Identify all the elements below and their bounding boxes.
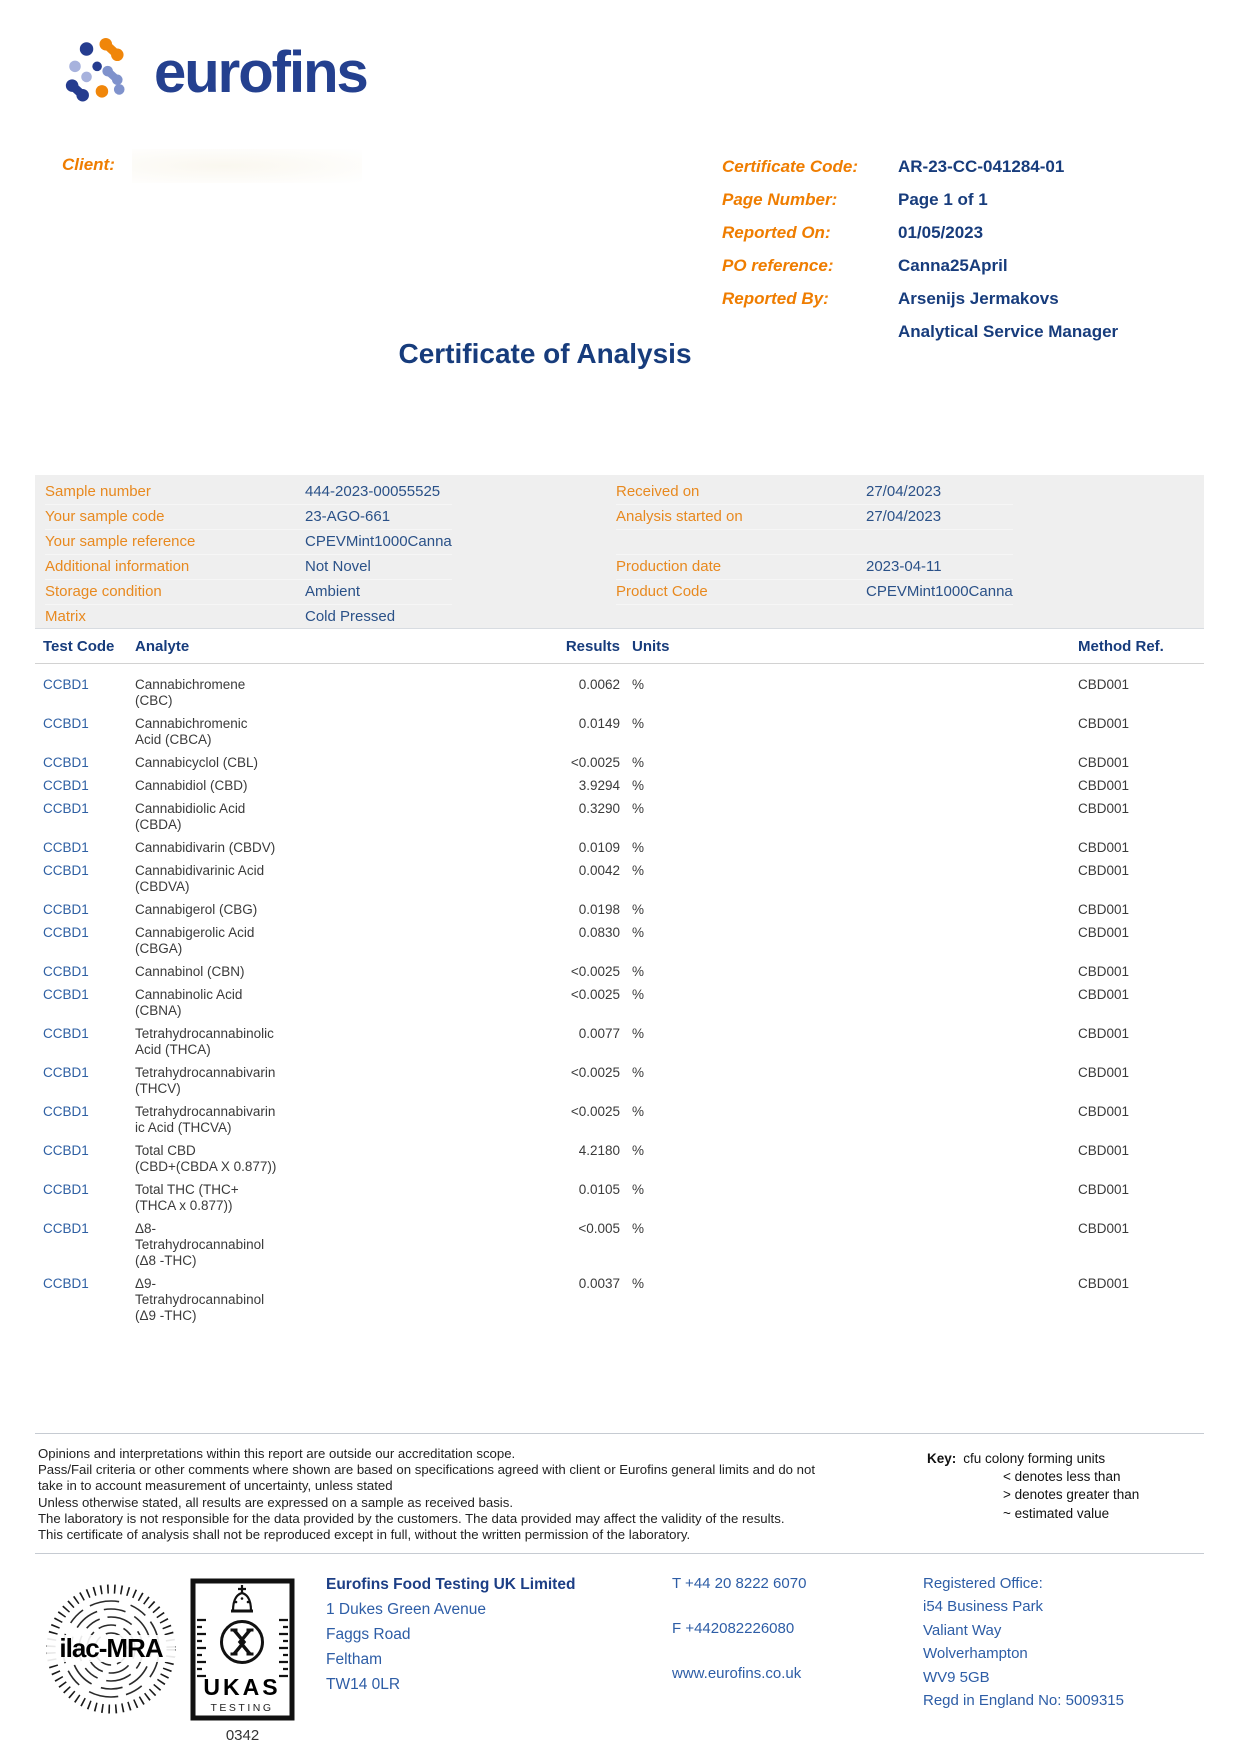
sample-info-row [616,530,1013,555]
analyte-cell [135,1221,320,1269]
sample-info-value: 23-AGO-661 [305,508,391,525]
footer-registered-line: Registered Office: [923,1575,1043,1592]
meta-row [722,190,1118,210]
meta-label: Certificate Code: [722,157,859,176]
result-cell: 0.0105 [578,1182,620,1197]
table-row [35,778,1204,794]
disclaimer-line: Pass/Fail criteria or other comments where shown are based on specifications agreed with client or Eurofins general limits and do not [38,1462,815,1478]
client-row [62,155,115,175]
analyte-line: Total CBD [135,1143,196,1158]
analyte-line: (CBC) [135,693,173,708]
footer-address-line: Faggs Road [326,1626,411,1643]
analyte-cell [135,716,320,748]
test-code-cell: CCBD1 [43,1026,89,1041]
analyte-cell [135,987,320,1019]
sample-info-label: Production date [616,558,722,575]
analyte-line: (CBNA) [135,1003,182,1018]
footer-address-line: Feltham [326,1651,382,1668]
method-cell: CBD001 [1078,1026,1130,1041]
footer-fax: F +442082226080 [672,1620,795,1637]
result-cell: 0.0062 [578,677,620,692]
result-cell: 0.0042 [578,863,620,878]
method-cell: CBD001 [1078,964,1130,979]
units-cell: % [632,755,645,770]
eurofins-logo-icon [50,34,150,116]
disclaimer-text [38,1446,838,1543]
footer-registered-line: Wolverhampton [923,1645,1028,1663]
analyte-cell [135,925,320,957]
result-cell: 3.9294 [578,778,620,793]
units-cell: % [632,801,645,816]
test-code-cell: CCBD1 [43,1065,89,1080]
sample-info-row [616,605,1013,629]
analyte-cell [135,1143,320,1175]
test-code-cell: CCBD1 [43,925,89,940]
analyte-cell [135,755,320,771]
key-item: > denotes greater than [1003,1487,1140,1503]
key-first-line: cfu colony forming units [963,1451,1106,1466]
analyte-line: Cannabidivarin (CBDV) [135,840,276,855]
sample-info-value: 27/04/2023 [866,483,942,500]
sample-info-value: 27/04/2023 [866,508,942,525]
disclaimer-line: take in to account measurement of uncertainty, unless stated [38,1478,393,1494]
meta-row [722,223,1118,243]
test-code-cell: CCBD1 [43,716,89,731]
units-cell: % [632,964,645,979]
meta-label: PO reference: [722,256,834,275]
footer-registered-line: Valiant Way [923,1621,1002,1639]
table-row [35,677,1204,709]
table-row [35,1065,1204,1097]
test-code-cell: CCBD1 [43,964,89,979]
units-cell: % [632,1182,645,1197]
units-cell: % [632,925,645,940]
test-code-cell: CCBD1 [43,987,89,1002]
analyte-cell [135,902,320,918]
test-code-cell: CCBD1 [43,1143,89,1158]
footer-registered-block [923,1572,1124,1712]
meta-label: Reported On: [722,223,831,242]
method-cell: CBD001 [1078,801,1130,816]
method-cell: CBD001 [1078,902,1130,917]
meta-value: Canna25April [898,256,1008,275]
footer-company-name: Eurofins Food Testing UK Limited [326,1576,576,1593]
method-cell: CBD001 [1078,987,1130,1002]
sample-info-panel [35,475,1204,629]
test-code-cell: CCBD1 [43,801,89,816]
analyte-line: Cannabichromenic [135,716,248,731]
analyte-line: (THCV) [135,1081,181,1096]
units-cell: % [632,987,645,1002]
analyte-line: Tetrahydrocannabivarin [135,1065,276,1080]
footer-registered-line: i54 Business Park [923,1598,1044,1616]
analyte-cell [135,1065,320,1097]
client-name-redacted [132,149,362,183]
table-row [35,840,1204,856]
table-row [35,1182,1204,1214]
test-code-cell: CCBD1 [43,1221,89,1236]
method-cell: CBD001 [1078,1221,1130,1236]
sample-info-right [616,480,1013,629]
method-cell: CBD001 [1078,1143,1130,1158]
sample-info-row [616,505,1013,530]
method-cell: CBD001 [1078,863,1130,878]
analyte-line: Cannabinol (CBN) [135,964,245,979]
eurofins-logo [50,34,367,116]
units-cell: % [632,1221,645,1236]
sample-info-row [45,530,452,555]
sample-info-label: Matrix [45,608,86,625]
analyte-line: Δ9- [135,1276,157,1291]
test-code-cell: CCBD1 [43,863,89,878]
table-row [35,1221,1204,1269]
footer-registered-line: Regd in England No: 5009315 [923,1692,1124,1710]
table-row [35,863,1204,895]
result-cell: 0.0198 [578,902,620,917]
ukas-testing-text: TESTING [210,1702,274,1714]
units-cell: % [632,677,645,692]
method-cell: CBD001 [1078,1182,1130,1197]
analyte-line: Total THC (THC+ [135,1182,239,1197]
meta-label: Reported By: [722,289,829,308]
analyte-line: (Δ8 -THC) [135,1253,197,1268]
footer-contact-block [672,1576,806,1711]
header-analyte: Analyte [135,638,190,655]
method-cell: CBD001 [1078,1065,1130,1080]
sample-info-value: Cold Pressed [305,608,396,625]
units-cell: % [632,863,645,878]
meta-label: Page Number: [722,190,838,209]
eurofins-wordmark: eurofins [154,40,367,105]
table-row [35,1026,1204,1058]
meta-row [722,256,1118,276]
method-cell: CBD001 [1078,716,1130,731]
divider-above-disclaimer [35,1433,1204,1434]
analyte-cell [135,1104,320,1136]
analyte-line: Cannabigerol (CBG) [135,902,258,917]
analyte-line: (CBGA) [135,941,183,956]
meta-value: Analytical Service Manager [898,322,1119,341]
table-row [35,716,1204,748]
header-units: Units [632,638,670,655]
analyte-line: Tetrahydrocannabivarin [135,1104,276,1119]
table-row [35,801,1204,833]
result-cell: 0.0830 [578,925,620,940]
analyte-line: (CBD+(CBDA X 0.877)) [135,1159,277,1174]
footer-phone: T +44 20 8222 6070 [672,1575,807,1592]
header-results: Results [565,638,620,655]
sample-info-left [45,480,452,629]
sample-info-label: Your sample reference [45,533,196,550]
sample-info-row [45,605,452,629]
test-code-cell: CCBD1 [43,677,89,692]
units-cell: % [632,778,645,793]
units-cell: % [632,716,645,731]
ukas-number: 0342 [225,1727,260,1744]
meta-value: Page 1 of 1 [898,190,988,209]
test-code-cell: CCBD1 [43,1276,89,1291]
sample-info-value: 2023-04-11 [866,558,942,575]
analyte-line: Cannabidiolic Acid [135,801,246,816]
meta-value: AR-23-CC-041284-01 [898,157,1065,176]
ilac-mra-logo [44,1578,178,1725]
sample-info-row [45,480,452,505]
ilac-mra-text: ilac-MRA [59,1633,163,1663]
analyte-cell [135,964,320,980]
key-item: ~ estimated value [1003,1505,1110,1521]
footer-address-lines [326,1597,575,1697]
ukas-text: UKAS [203,1674,281,1700]
analyte-line: (THCA x 0.877)) [135,1198,233,1213]
analyte-line: (CBDVA) [135,879,190,894]
result-cell: <0.005 [578,1221,620,1236]
analyte-cell [135,677,320,709]
table-row [35,1143,1204,1175]
sample-info-label: Additional information [45,558,190,575]
test-code-cell: CCBD1 [43,902,89,917]
test-code-cell: CCBD1 [43,755,89,770]
result-cell: 0.3290 [578,801,620,816]
analyte-cell [135,1026,320,1058]
analyte-line: Cannabinolic Acid [135,987,243,1002]
ukas-logo [190,1578,295,1726]
method-cell: CBD001 [1078,778,1130,793]
sample-info-row [616,580,1013,605]
sample-info-value: 444-2023-00055525 [305,483,441,500]
sample-info-row [45,555,452,580]
meta-row [722,157,1118,177]
units-cell: % [632,1143,645,1158]
result-cell: 0.0109 [578,840,620,855]
units-cell: % [632,1065,645,1080]
analyte-line: Cannabicyclol (CBL) [135,755,259,770]
analyte-line: Cannabidiol (CBD) [135,778,248,793]
method-cell: CBD001 [1078,1276,1130,1291]
divider-below-disclaimer [35,1553,1204,1554]
sample-info-label: Analysis started on [616,508,743,525]
ukas-icon [190,1578,295,1721]
sample-info-label: Storage condition [45,583,162,600]
footer-address-line: TW14 0LR [326,1676,401,1693]
sample-info-value: CPEVMint1000Canna [305,533,452,550]
method-cell: CBD001 [1078,677,1130,692]
table-row [35,1104,1204,1136]
disclaimer-line: Opinions and interpretations within this report are outside our accreditation scope. [38,1446,516,1461]
footer-company-block [326,1572,575,1697]
sample-info-row [45,505,452,530]
meta-value: 01/05/2023 [898,223,984,242]
units-cell: % [632,1026,645,1041]
result-cell: <0.0025 [570,964,620,979]
test-code-cell: CCBD1 [43,1182,89,1197]
result-cell: 0.0149 [578,716,620,731]
sample-info-label: Received on [616,483,700,500]
footer-registered-line: WV9 5GB [923,1668,990,1686]
sample-info-row [616,555,1013,580]
result-cell: <0.0025 [570,1104,620,1119]
footer-address-line: 1 Dukes Green Avenue [326,1601,486,1618]
analyte-cell [135,778,320,794]
results-table-header [35,638,1204,656]
result-cell: 0.0077 [578,1026,620,1041]
analyte-line: ic Acid (THCVA) [135,1120,232,1135]
result-cell: <0.0025 [570,987,620,1002]
analyte-line: Acid (THCA) [135,1042,211,1057]
page-title: Certificate of Analysis [398,338,692,369]
results-rows [35,677,1204,1331]
table-header-divider [35,663,1204,664]
key-item: < denotes less than [1003,1469,1121,1484]
test-code-cell: CCBD1 [43,778,89,793]
table-row [35,987,1204,1019]
footer-website: www.eurofins.co.uk [672,1665,802,1682]
client-label: Client: [62,155,115,174]
test-code-cell: CCBD1 [43,1104,89,1119]
method-cell: CBD001 [1078,840,1130,855]
result-cell: <0.0025 [570,1065,620,1080]
analyte-line: Tetrahydrocannabinol [135,1292,265,1307]
sample-info-label: Product Code [616,583,708,600]
key-items [1003,1468,1139,1523]
units-cell: % [632,902,645,917]
units-cell: % [632,1276,645,1291]
analyte-line: Acid (CBCA) [135,732,212,747]
disclaimer-line: This certificate of analysis shall not be reproduced except in full, without the written permission of the laboratory. [38,1527,691,1543]
header-method-ref: Method Ref. [1078,638,1164,655]
analyte-line: Cannabichromene [135,677,246,692]
result-cell: <0.0025 [570,755,620,770]
sample-info-label [616,605,866,629]
sample-info-value: CPEVMint1000Canna [866,583,1013,600]
key-label: Key: [927,1451,957,1466]
method-cell: CBD001 [1078,755,1130,770]
analyte-line: (Δ9 -THC) [135,1308,197,1323]
header-test-code: Test Code [43,638,115,655]
method-cell: CBD001 [1078,925,1130,940]
key-block [927,1450,1139,1523]
table-row [35,1276,1204,1324]
meta-value: Arsenijs Jermakovs [898,289,1059,308]
analyte-cell [135,840,320,856]
analyte-line: Δ8- [135,1221,157,1236]
analyte-cell [135,1276,320,1324]
meta-row [722,289,1118,309]
sample-info-label: Sample number [45,483,151,500]
units-cell: % [632,1104,645,1119]
sample-info-label: Your sample code [45,508,165,525]
sample-info-row [616,480,1013,505]
analyte-line: Cannabidivarinic Acid [135,863,265,878]
analyte-line: Cannabigerolic Acid [135,925,255,940]
disclaimer-line: The laboratory is not responsible for the data provided by the customers. The data provided may affect the validity of the results. [38,1510,785,1526]
method-cell: CBD001 [1078,1104,1130,1119]
test-code-cell: CCBD1 [43,840,89,855]
table-row [35,902,1204,918]
analyte-cell [135,801,320,833]
result-cell: 0.0037 [578,1276,620,1291]
result-cell: 4.2180 [578,1143,620,1158]
ilac-mra-icon [44,1578,178,1720]
analyte-cell [135,863,320,895]
analyte-line: (CBDA) [135,817,182,832]
sample-info-label [616,530,866,554]
analyte-line: Tetrahydrocannabinol [135,1237,265,1252]
analyte-cell [135,1182,320,1214]
table-row [35,925,1204,957]
disclaimer-line: Unless otherwise stated, all results are expressed on a sample as received basis. [38,1494,513,1510]
sample-info-value: Ambient [305,583,361,600]
analyte-line: Tetrahydrocannabinolic [135,1026,274,1041]
sample-info-value: Not Novel [305,558,371,575]
sample-info-row [45,580,452,605]
table-row [35,755,1204,771]
header-meta-list [722,157,1118,355]
units-cell: % [632,840,645,855]
table-row [35,964,1204,980]
